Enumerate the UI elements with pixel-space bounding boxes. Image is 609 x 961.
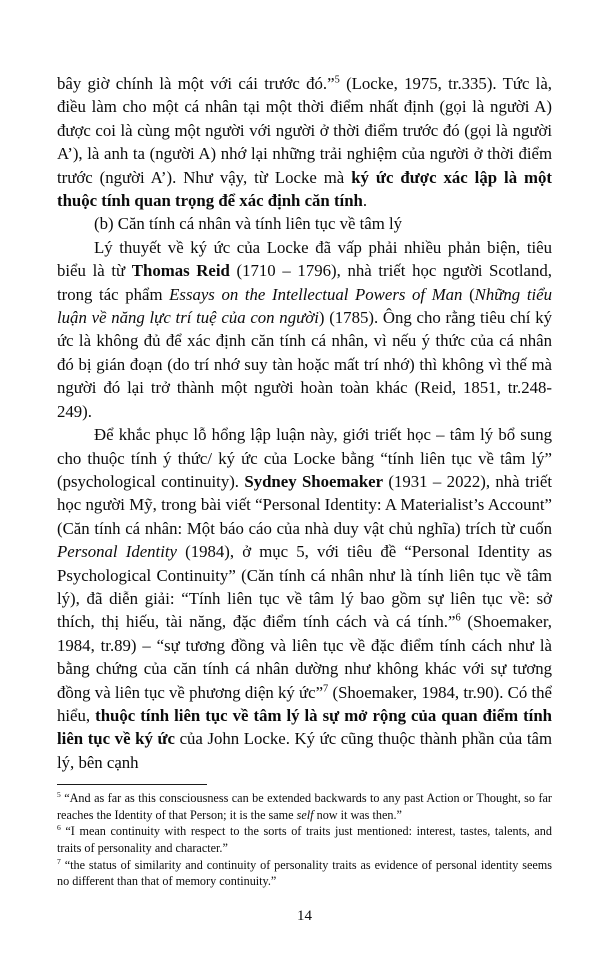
text-run: của John Locke. Ký ức cũng thuộc thành phần của tâm lý, bên cạnh <box>57 729 552 772</box>
footnote-ref: 6 <box>455 612 461 624</box>
body-text <box>57 72 552 774</box>
text-run: ký ức được xác lập là một thuộc tính quan trọng để xác định căn tính <box>57 167 553 211</box>
text-run: (Shoemaker, 1984, tr.90). Có thể hiểu, <box>57 682 552 725</box>
text-run: (b) Căn tính cá nhân và tính liên tục về tâm lý <box>94 214 403 234</box>
footnotes <box>57 790 552 890</box>
footnote-5 <box>57 790 552 823</box>
footnote-ref: 5 <box>57 790 61 800</box>
footnote-ref: 7 <box>57 856 61 866</box>
page-number: 14 <box>297 908 312 924</box>
footnote-6 <box>57 823 552 856</box>
text-run: . <box>362 191 368 211</box>
text-run: “And as far as this consciousness can be extended backwards to any past Action or Thought, so far reaches the Identity of that Person; it is the same <box>57 791 552 822</box>
text-run: now it was then.” <box>313 807 402 822</box>
text-run: “the status of similarity and continuity of personality traits as evidence of personal identity seems no different than that of memory continuity.” <box>57 857 552 889</box>
text-run: Essays on the Intellectual Powers of Man <box>169 284 463 304</box>
footnote-ref: 6 <box>57 823 61 833</box>
body-paragraph-3 <box>57 236 552 423</box>
text-run: ) (1785). Ông cho rằng tiêu chí ký ức là không đủ để xác định căn tính cá nhân, vì nếu ý thức của cá nhân đó bị gián đoạn (do trí nhớ suy tàn hoặc mất trí nhớ) thì không vì thế mà người đó lại trở thành một người hoàn toàn khác (Reid, 1851, tr.248-249). <box>57 308 552 421</box>
footnote-7 <box>57 857 552 890</box>
body-paragraph-1 <box>57 72 552 212</box>
text-run: ( <box>462 284 475 304</box>
text-run: Personal Identity <box>57 542 177 562</box>
body-paragraph-4 <box>57 423 552 774</box>
text-run: Để khắc phục lỗ hổng lập luận này, giới triết học – tâm lý bổ sung cho thuộc tính ý thức/ ký ức của Locke bằng “tính liên tục về tâm lý” (psychological continuity). <box>57 425 552 491</box>
text-run: Lý thuyết về ký ức của Locke đã vấp phải nhiều phản biện, tiêu biểu là từ <box>57 237 552 281</box>
text-run: Sydney Shoemaker <box>244 471 384 491</box>
text-run: (Locke, 1975, tr.335). Tức là, điều làm cho một cá nhân tại một thời điểm nhất định (gọi là người A) được coi là cùng một người với người ở thời điểm trước đó (gọi là người A’), là anh ta (người A) nhớ lại những trải nghiệm của người ở thời điểm trước (người A’). Như vậy, từ Locke mà <box>57 74 552 187</box>
text-run: (Shoemaker, 1984, tr.89) – “sự tương đồng và liên tục về đặc điểm tính cách như là bằng chứng của căn tính cá nhân dường như không khác với sự tương đồng và liên tục về phương diện ký ức” <box>57 612 552 702</box>
text-run: self <box>296 807 314 822</box>
text-run: thuộc tính liên tục về tâm lý là sự mở rộng của quan điểm tính liên tục về ký ức <box>57 705 552 749</box>
text-run: “I mean continuity with respect to the sorts of traits just mentioned: interest, tastes, talents, and traits of personality and character.” <box>57 824 552 855</box>
text-run: Những tiểu luận về năng lực trí tuệ của con người <box>57 284 552 328</box>
text-run: (1710 – 1796), nhà triết học người Scotland, trong tác phẩm <box>57 261 552 304</box>
text-run: bây giờ chính là một với cái trước đó.” <box>57 74 335 93</box>
text-run: (1931 – 2022), nhà triết học người Mỹ, trong bài viết “Personal Identity: A Materialist’s Account” (Căn tính cá nhân: Một báo cáo của nhà duy vật chủ nghĩa) trích từ cuốn <box>57 471 553 538</box>
footnote-ref: 7 <box>323 682 329 694</box>
text-run: (1984), ở mục 5, với tiêu đề “Personal Identity as Psychological Continuity” (Căn tính cá nhân như là tính liên tục về tâm lý), đã diễn giải: “Tính liên tục về tâm lý bao gồm sự liên tục về: sở thích, thị hiếu, tài năng, đặc điểm tính cách và cá tính.” <box>57 542 553 632</box>
footnote-ref: 5 <box>334 74 340 86</box>
footnote-separator <box>57 784 207 785</box>
text-run: Thomas Reid <box>131 261 230 281</box>
body-paragraph-2 <box>57 212 552 235</box>
